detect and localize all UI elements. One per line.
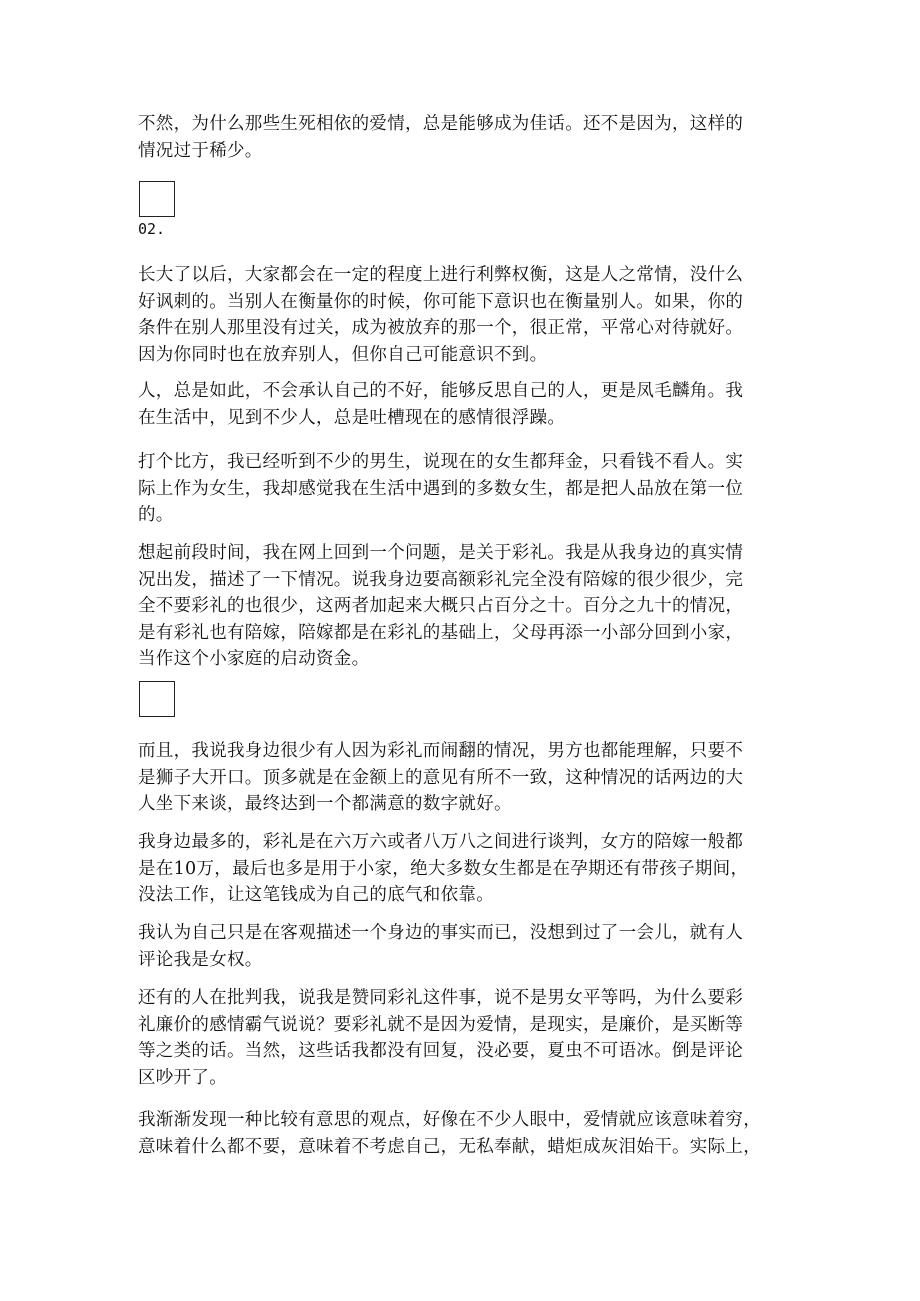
paragraph-2: 长大了以后，大家都会在一定的程度上进行利弊权衡，这是人之常情，没什么 好讽刺的。当别人在衡量你的时候，你可能下意识也在衡量别人。如果，你的 条件在别人那里没有过关，成为被放弃的那一个，很正常，平常心对待就好。 因为你同时也在放弃别人，但你自己可能意识不到。	[138, 265, 744, 365]
paragraph-7: 我身边最多的，彩礼是在六万六或者八万八之间进行谈判，女方的陪嫁一般都 是在10万，最后也多是用于小家，绝大多数女生都是在孕期还有带孩子期间， 没法工作，让这笔钱成为自己的底气和依靠。	[138, 832, 749, 905]
paragraph-intro: 不然，为什么那些生死相依的爱情，总是能够成为佳话。还不是因为，这样的 情况过于稀少。	[138, 114, 744, 161]
image-placeholder-2	[139, 681, 175, 717]
paragraph-8: 我认为自己只是在客观描述一个身边的事实而已，没想到过了一会儿，就有人 评论我是女权。	[138, 923, 744, 970]
section-number: 02.	[138, 220, 166, 238]
paragraph-3: 人，总是如此，不会承认自己的不好，能够反思自己的人，更是凤毛麟角。我 在生活中，见到不少人，总是吐槽现在的感情很浮躁。	[138, 381, 744, 428]
image-placeholder-1	[139, 181, 175, 217]
paragraph-9: 还有的人在批判我，说我是赞同彩礼这件事，说不是男女平等吗，为什么要彩 礼廉价的感情霸气说说？要彩礼就不是因为爱情，是现实，是廉价，是买断等 等之类的话。当然，这些话我都没有回复，没必要，夏虫不可语冰。倒是评论 区吵开了。	[138, 988, 744, 1088]
paragraph-6: 而且，我说我身边很少有人因为彩礼而闹翻的情况，男方也都能理解，只要不 是狮子大开口。顶多就是在金额上的意见有所不一致，这种情况的话两边的大 人坐下来谈，最终达到一个都满意的数字就好。	[138, 741, 744, 814]
paragraph-4: 打个比方，我已经听到不少的男生，说现在的女生都拜金，只看钱不看人。实 际上作为女生，我却感觉我在生活中遇到的多数女生，都是把人品放在第一位 的。	[138, 452, 744, 525]
paragraph-5: 想起前段时间，我在网上回到一个问题，是关于彩礼。我是从我身边的真实情 况出发，描述了一下情况。说我身边要高额彩礼完全没有陪嫁的很少很少，完 全不要彩礼的也很少，这两者加起来大概只占百分之十。百分之九十的情况， 是有彩礼也有陪嫁，陪嫁都是在彩礼的基础上，父母再添一小部分回到小家， 当作这个小家庭的启动资金。	[138, 543, 744, 669]
paragraph-10: 我渐渐发现一种比较有意思的观点，好像在不少人眼中，爱情就应该意味着穷， 意味着什么都不要，意味着不考虑自己，无私奉献，蜡炬成灰泪始干。实际上，	[138, 1110, 761, 1157]
